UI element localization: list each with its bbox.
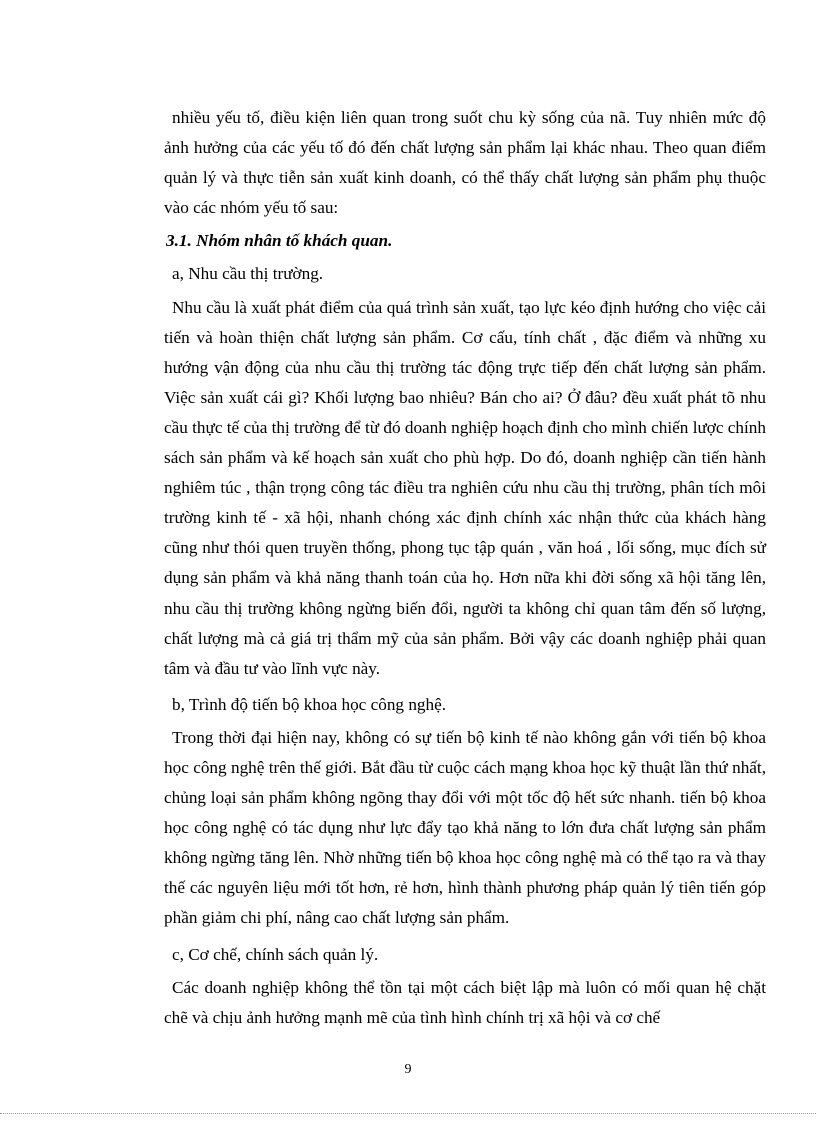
subheading-market-demand: a, Nhu cầu thị trường. (172, 264, 324, 284)
intro-paragraph: nhiều yếu tố, điều kiện liên quan trong suốt chu kỳ sống của nã. Tuy nhiên mức độ ảnh hưởng của các yếu tố đó đến chất lượng sản phẩm lại khác nhau. Theo quan điểm quản lý và thực tiễn sản xuất kinh doanh, có thể thấy chất lượng sản phẩm phụ thuộc vào các nhóm yếu tố sau: (164, 108, 766, 218)
subheading-policy: c, Cơ chế, chính sách quản lý. (172, 944, 379, 964)
paragraph-market-demand: Nhu cầu là xuất phát điểm của quá trình sản xuất, tạo lực kéo định hướng cho việc cải tiến và hoàn thiện chất lượng sản phẩm. Cơ cấu, tính chất , đặc điểm và những xu hướng vận động của nhu cầu thị trường tác động trực tiếp đến chất lượng sản phẩm. Việc sản xuất cái gì? Khối lượng bao nhiêu? Bán cho ai? Ở đâu? đều xuất phát tõ nhu cầu thực tế của thị trường để từ đó doanh nghiệp hoạch định cho mình chiến lược chính sách sản phẩm và kế hoạch sản xuất cho phù hợp. Do đó, doanh nghiệp cần tiến hành nghiêm túc , thận trọng công tác điều tra nghiên cứu nhu cầu thị trường, phân tích môi trường kinh tế - xã hội, nhanh chóng xác định chính xác nhận thức của khách hàng cũng như thói quen truyền thống, phong tục tập quán , văn hoá , lối sống, mục đích sử dụng sản phẩm và khả năng thanh toán của họ. Hơn nữa khi đời sống xã hội tăng lên, nhu cầu thị trường không ngừng biến đổi, người ta không chỉ quan tâm đến số lượng, chất lượng mà cả giá trị thẩm mỹ của sản phẩm. Bởi vậy các doanh nghiệp phải quan tâm và đầu tư vào lĩnh vực này. (164, 297, 766, 678)
subheading-technology: b, Trình độ tiến bộ khoa học công nghệ. (172, 694, 447, 714)
page-bottom-divider (0, 1113, 816, 1114)
paragraph-technology: Trong thời đại hiện nay, không có sự tiến bộ kinh tế nào không gắn với tiến bộ khoa học công nghệ trên thế giới. Bắt đầu từ cuộc cách mạng khoa học kỹ thuật lần thứ nhất, chủng loại sản phẩm không ngõng thay đổi với một tốc độ hết sức nhanh. tiến bộ khoa học công nghệ có tác dụng như lực đẩy tạo khả năng to lớn đưa chất lượng sản phẩm không ngừng tăng lên. Nhờ những tiến bộ khoa học công nghệ mà có thể tạo ra và thay thế các nguyên liệu mới tốt hơn, rẻ hơn, hình thành phương pháp quản lý tiên tiến góp phần giảm chi phí, nâng cao chất lượng sản phẩm. (164, 727, 766, 928)
paragraph-policy: Các doanh nghiệp không thể tồn tại một cách biệt lập mà luôn có mối quan hệ chặt chẽ và chịu ảnh hưởng mạnh mẽ của tình hình chính trị xã hội và cơ chế (164, 977, 766, 1027)
page-number: 9 (404, 1062, 412, 1077)
section-heading: 3.1. Nhóm nhân tố khách quan. (166, 231, 393, 251)
body-text (164, 103, 766, 1033)
